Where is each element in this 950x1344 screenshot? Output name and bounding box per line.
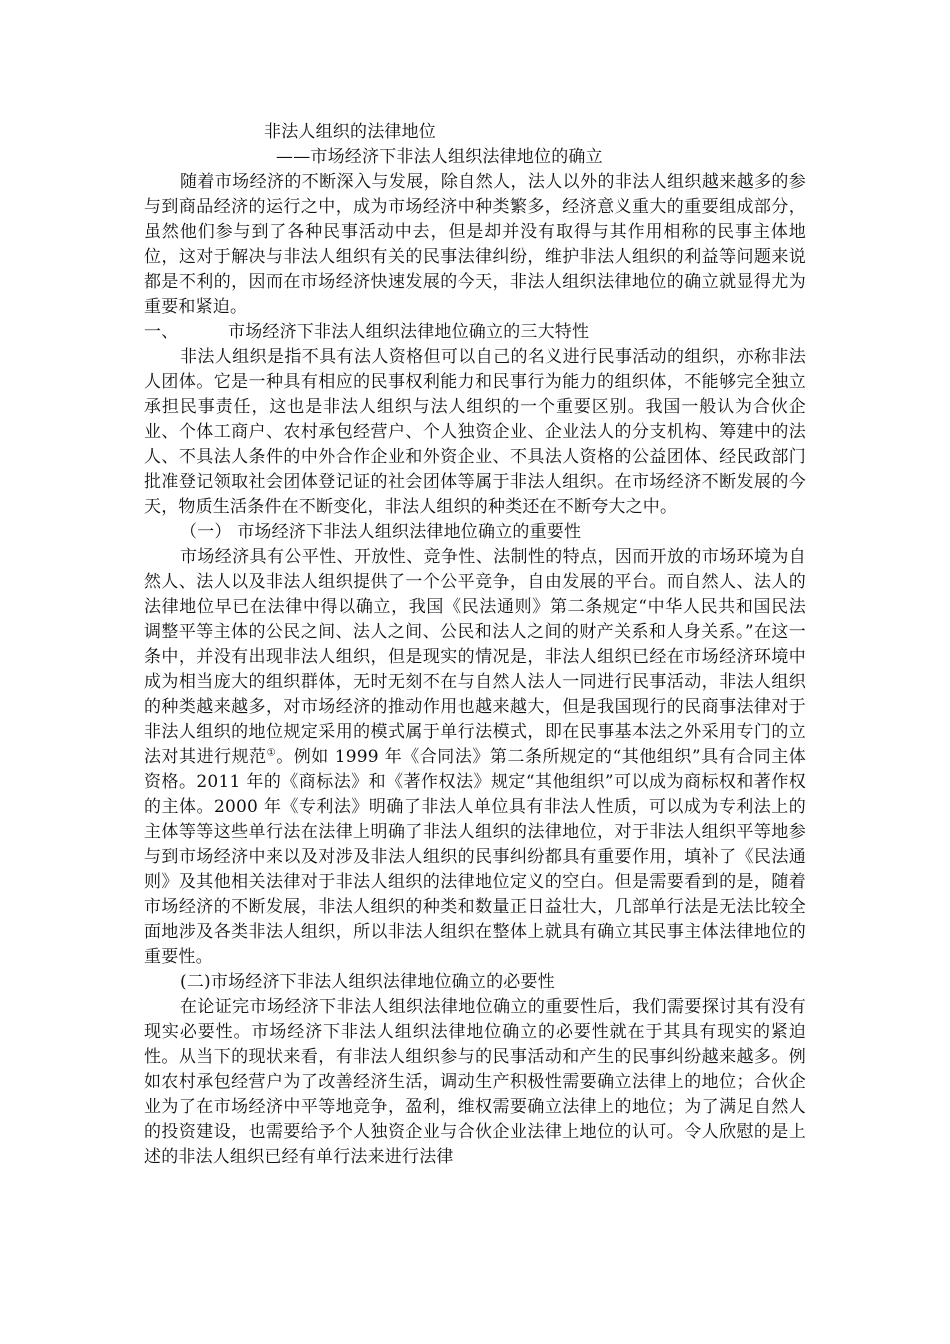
subsection-2-paragraph: 在论证完市场经济下非法人组织法律地位确立的重要性后，我们需要探讨其有没有现实必要性。市场经济下非法人组织法律地位确立的必要性就在于其具有现实的紧迫性。从当下的现状来看，有非法人组织参与的民事活动和产生的民事纠纷越来越多。例如农村承包经营户为了改善经济生活，调动生产积极性需要确立法律上的地位；合伙企业为了在市场经济中平等地竞争，盈利，维权需要确立法律上的地位；为了满足自然人的投资建设，也需要给予个人独资企业与合伙企业法律上地位的认可。令人欣慰的是上述的非法人组织已经有单行法来进行法律 — [144, 997, 806, 1167]
section-1-paragraph: 非法人组织是指不具有法人资格但可以自己的名义进行民事活动的组织，亦称非法人团体。它是一种具有相应的民事权利能力和民事行为能力的组织体，不能够完全独立承担民事责任，这也是非法人组织与法人组织的一个重要区别。我国一般认为合伙企业、个体工商户、农村承包经营户、个人独资企业、企业法人的分支机构、筹建中的法人、不具法人条件的中外合作企业和外资企业、不具法人资格的公益团体、经民政部门批准登记领取社会团体登记证的社会团体等属于非法人组织。在市场经济不断发展的今天，物质生活条件在不断变化，非法人组织的种类还在不断夸大之中。 — [144, 347, 806, 517]
document-page — [144, 120, 806, 1170]
subsection-1-text-b: 。例如 1999 年《合同法》第二条所规定的“其他组织”具有合同主体资格。2011 年的《商标法》和《著作权法》规定“其他组织”可以成为商标权和著作权的主体。2000 年《专利法》明确了非法人单位具有非法人性质，可以成为专利法上的主体等等这些单行法在法律上明确了非法人组织的法律地位，对于非法人组织平等地参与到市场经济中来以及对涉及非法人组织的民事纠纷都具有重要作用，填补了《民法通则》及其他相关法律对于非法人组织的法律地位定义的空白。但是需要看到的是，随着市场经济的不断发展，非法人组织的种类和数量正日益壮大，几部单行法是无法比较全面地涉及各类非法人组织，所以非法人组织在整体上就具有确立其民事主体法律地位的重要性。 — [144, 747, 806, 967]
document-subtitle: ——市场经济下非法人组织法律地位的确立 — [276, 147, 603, 167]
subsection-1-text-a: 市场经济具有公平性、开放性、竞争性、法制性的特点，因而开放的市场环境为自然人、法人以及非法人组织提供了一个公平竞争，自由发展的平台。而自然人、法人的法律地位早已在法律中得以确立，我国《民法通则》第二条规定“中华人民共和国民法调整平等主体的公民之间、法人之间、公民和法人之间的财产关系和人身关系。”在这一条中，并没有出现非法人组织，但是现实的情况是，非法人组织已经在市场经济环境中成为相当庞大的组织群体，无时无刻不在与自然人法人一同进行民事活动，非法人组织的种类越来越多，对市场经济的推动作用也越来越大，但是我国现行的民商事法律对于非法人组织的地位规定采用的模式属于单行法模式，即在民事基本法之外采用专门的立法对其进行规范 — [144, 547, 806, 767]
section-1-heading — [144, 320, 806, 345]
document-title: 非法人组织的法律地位 — [264, 122, 436, 142]
subsection-1-paragraph — [144, 545, 806, 970]
intro-paragraph: 随着市场经济的不断深入与发展，除自然人，法人以外的非法人组织越来越多的参与到商品经济的运行之中，成为市场经济中种类繁多，经济意义重大的重要组成部分，虽然他们参与到了各种民事活动中去，但是却并没有取得与其作用相称的民事主体地位，这对于解决与非法人组织有关的民事法律纠纷，维护非法人组织的利益等问题来说都是不利的，因而在市场经济快速发展的今天，非法人组织法律地位的确立就显得尤为重要和紧迫。 — [144, 172, 806, 317]
section-1-number: 一、 — [144, 322, 179, 342]
subsection-1-heading: （一） 市场经济下非法人组织法律地位确立的重要性 — [180, 522, 582, 542]
subsection-2-heading: (二)市场经济下非法人组织法律地位确立的必要性 — [180, 972, 555, 992]
section-1-heading-text: 市场经济下非法人组织法律地位确立的三大特性 — [228, 322, 590, 342]
footnote-reference[interactable]: ① — [266, 747, 277, 759]
